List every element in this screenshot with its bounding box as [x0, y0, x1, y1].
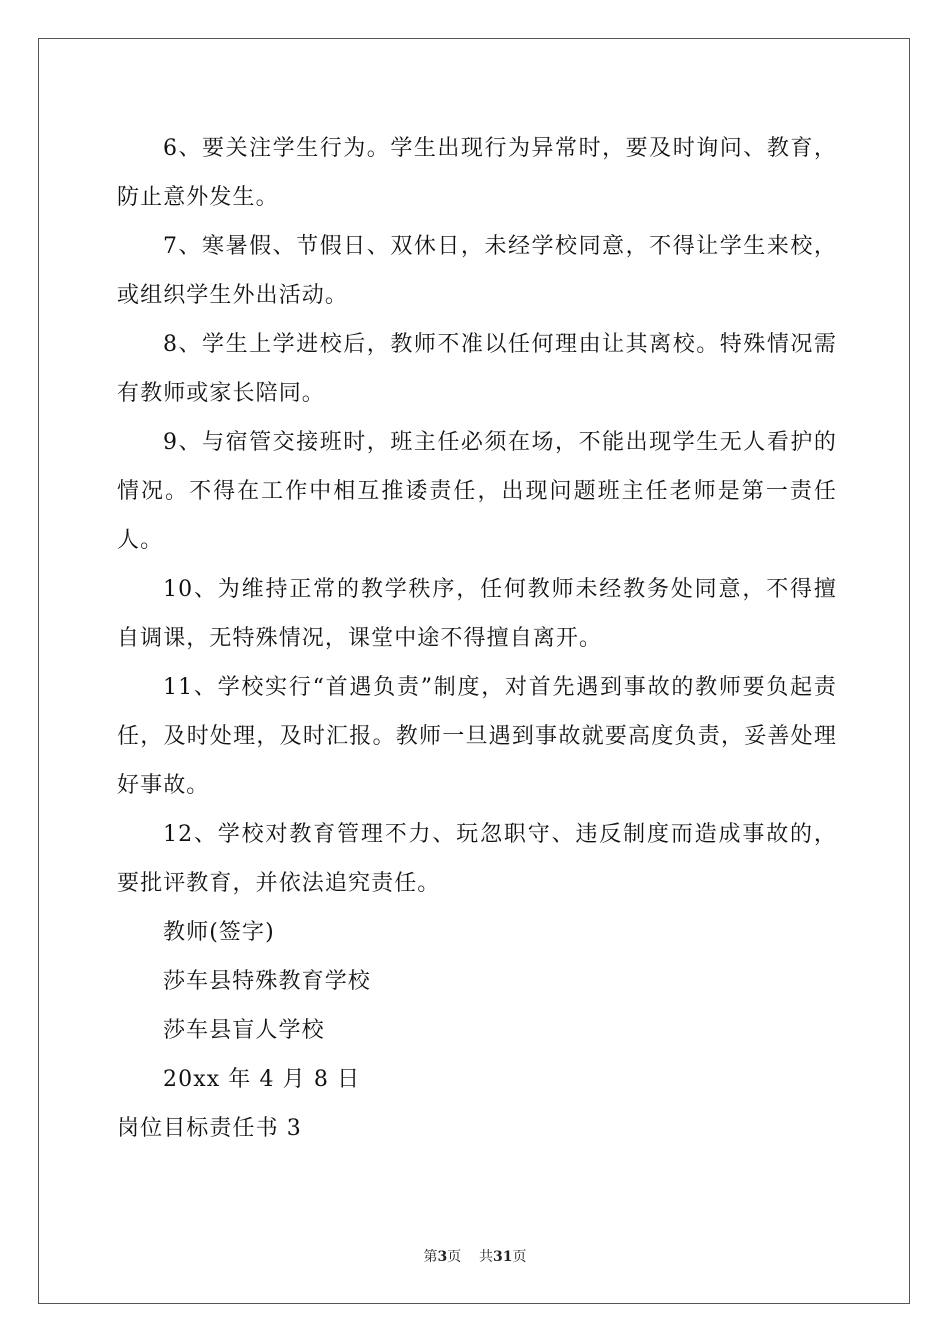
paragraph-8: 8、学生上学进校后，教师不准以任何理由让其离校。特殊情况需有教师或家长陪同。 — [117, 332, 837, 406]
footer-total-suffix: 页 — [512, 1249, 527, 1265]
school-name-2: 莎车县盲人学校 — [163, 1018, 325, 1043]
signature-date: 20xx 年 4 月 8 日 — [163, 1067, 361, 1092]
page-footer — [0, 1246, 950, 1266]
paragraph-12: 12、学校对教育管理不力、玩忽职守、违反制度而造成事故的，要批评教育，并依法追究责任。 — [117, 822, 837, 896]
footer-page-prefix: 第 — [423, 1249, 438, 1265]
teacher-signature-label: 教师(签字) — [163, 920, 275, 945]
paragraph-11: 11、学校实行“首遇负责”制度，对首先遇到事故的教师要负起责任，及时处理，及时汇报。教师一旦遇到事故就要高度负责，妥善处理好事故。 — [117, 675, 837, 798]
footer-total-prefix: 共 — [479, 1249, 494, 1265]
footer-page-number: 3 — [437, 1249, 448, 1265]
footer-page-suffix: 页 — [447, 1249, 462, 1265]
paragraph-9: 9、与宿管交接班时，班主任必须在场，不能出现学生无人看护的情况。不得在工作中相互推诿责任，出现问题班主任老师是第一责任人。 — [117, 430, 837, 553]
paragraph-10: 10、为维持正常的教学秩序，任何教师未经教务处同意，不得擅自调课，无特殊情况，课堂中途不得擅自离开。 — [117, 577, 837, 651]
paragraph-7: 7、寒暑假、节假日、双休日，未经学校同意，不得让学生来校，或组织学生外出活动。 — [117, 234, 837, 308]
section-heading: 岗位目标责任书 3 — [117, 1116, 302, 1141]
paragraph-6: 6、要关注学生行为。学生出现行为异常时，要及时询问、教育，防止意外发生。 — [117, 136, 837, 210]
footer-total-pages: 31 — [493, 1249, 513, 1265]
school-name-1: 莎车县特殊教育学校 — [163, 969, 371, 994]
document-body — [117, 124, 837, 1153]
